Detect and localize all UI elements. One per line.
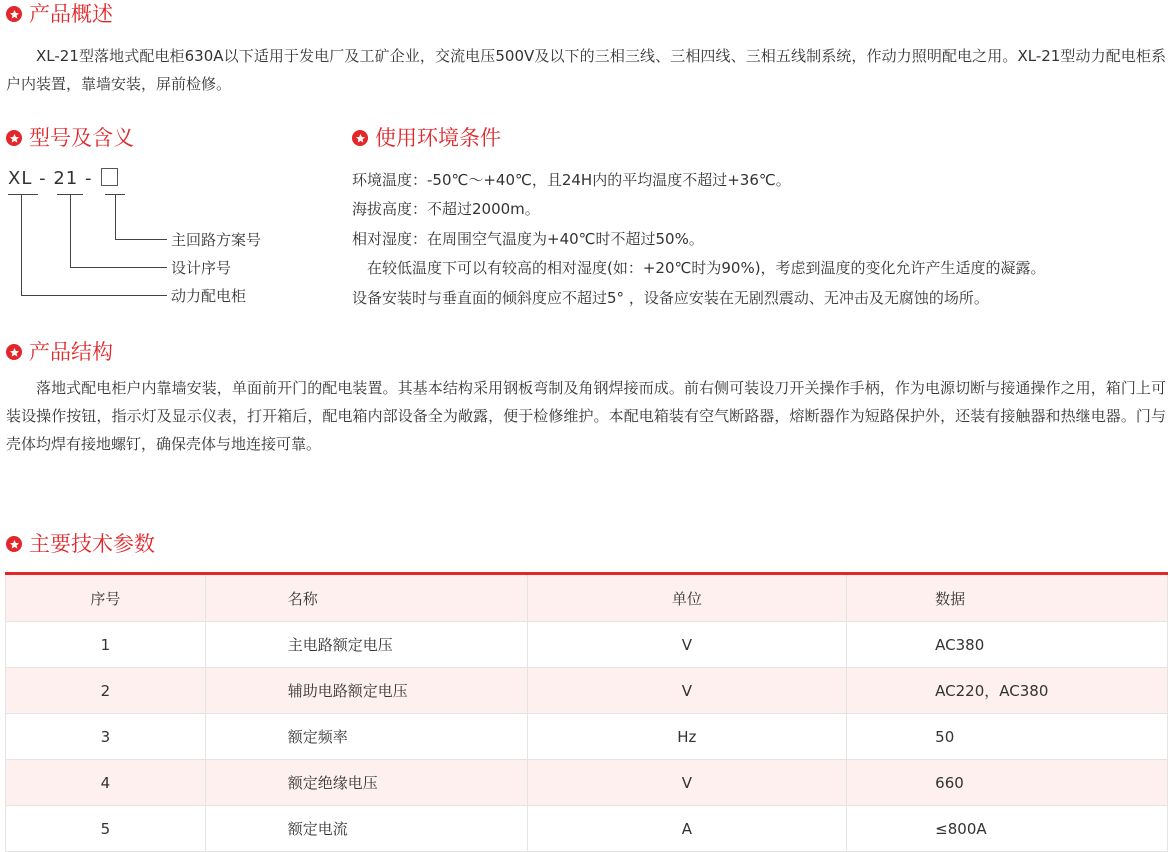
cell-no: 4 xyxy=(6,760,206,806)
structure-text: 落地式配电柜户内靠墙安装，单面前开门的配电装置。其基本结构采用钢板弯制及角钢焊接而成。前右侧可装设刀开关操作手柄，作为电源切断与接通操作之用，箱门上可装设操作按钮，指示灯及显示仪表，打开箱后，配电箱内部设备全为敞露，便于检修维护。本配电箱装有空气断路器，熔断器作为短路保护外，还装有接触器和热继电器。门与壳体均焊有接地螺钉，确保壳体与地连接可靠。 xyxy=(6,379,1166,453)
table-row xyxy=(6,760,1168,806)
environment-title xyxy=(352,124,501,152)
environment-line: 相对湿度：在周围空气温度为+40℃时不超过50%。 xyxy=(352,230,704,248)
cell-name: 主电路额定电压 xyxy=(205,622,527,668)
header-no: 序号 xyxy=(6,574,206,622)
cell-data: 660 xyxy=(847,760,1168,806)
table-row xyxy=(6,668,1168,714)
cell-unit: A xyxy=(527,806,847,852)
cell-name: 辅助电路额定电压 xyxy=(205,668,527,714)
cell-no: 3 xyxy=(6,714,206,760)
model-title xyxy=(6,124,134,152)
cell-unit: Hz xyxy=(527,714,847,760)
connector-design xyxy=(70,194,71,268)
star-icon xyxy=(6,344,22,360)
structure-title-text: 产品结构 xyxy=(29,340,113,364)
star-icon xyxy=(6,130,22,146)
table-header-row xyxy=(6,574,1168,622)
cell-unit: V xyxy=(527,622,847,668)
model-code-dash: - xyxy=(84,168,93,189)
params-title xyxy=(6,530,155,558)
cell-name: 额定绝缘电压 xyxy=(205,760,527,806)
cell-no: 1 xyxy=(6,622,206,668)
cell-unit: V xyxy=(527,760,847,806)
connector-design-h xyxy=(70,267,167,268)
model-code xyxy=(8,167,118,191)
model-label-design: 设计序号 xyxy=(171,259,232,277)
cell-unit: V xyxy=(527,668,847,714)
cell-data: AC380 xyxy=(847,622,1168,668)
params-table xyxy=(5,572,1168,852)
params-title-text: 主要技术参数 xyxy=(29,532,155,556)
cell-name: 额定频率 xyxy=(205,714,527,760)
model-code-number: 21 xyxy=(53,168,79,189)
header-unit: 单位 xyxy=(527,574,847,622)
model-label-cabinet: 动力配电柜 xyxy=(171,287,247,305)
cell-data: AC220，AC380 xyxy=(847,668,1168,714)
cell-data: 50 xyxy=(847,714,1168,760)
connector-cabinet xyxy=(21,194,22,296)
overview-title xyxy=(6,0,113,28)
environment-line: 设备安装时与垂直面的倾斜度应不超过5° ，设备应安装在无剧烈震动、无冲击及无腐蚀的场所。 xyxy=(352,289,989,307)
model-label-scheme: 主回路方案号 xyxy=(171,231,262,249)
connector-cabinet-h xyxy=(21,295,167,296)
cell-no: 5 xyxy=(6,806,206,852)
header-data: 数据 xyxy=(847,574,1168,622)
table-row xyxy=(6,714,1168,760)
cell-data: ≤800A xyxy=(847,806,1168,852)
cell-name: 额定电流 xyxy=(205,806,527,852)
overview-text: XL-21型落地式配电柜630A以下适用于发电厂及工矿企业，交流电压500V及以下的三相三线、三相四线、三相五线制系统，作动力照明配电之用。XL-21型动力配电柜系户内装置，靠墙安装，屏前检修。 xyxy=(6,47,1166,93)
model-title-text: 型号及含义 xyxy=(29,126,134,150)
environment-line: 环境温度：-50℃～+40℃，且24H内的平均温度不超过+36℃。 xyxy=(352,171,791,189)
table-row xyxy=(6,806,1168,852)
model-code-prefix: XL xyxy=(8,168,33,189)
table-row xyxy=(6,622,1168,668)
structure-title xyxy=(6,338,113,366)
model-code-box xyxy=(101,168,118,186)
environment-line: 在较低温度下可以有较高的相对湿度(如：+20℃时为90%)，考虑到温度的变化允许产生适度的凝露。 xyxy=(352,259,1046,277)
star-icon xyxy=(6,536,22,552)
star-icon xyxy=(352,130,368,146)
environment-title-text: 使用环境条件 xyxy=(375,126,501,150)
underline-prefix xyxy=(8,194,38,195)
header-name: 名称 xyxy=(205,574,527,622)
connector-scheme-h xyxy=(115,239,167,240)
cell-no: 2 xyxy=(6,668,206,714)
star-icon xyxy=(6,6,22,22)
overview-title-text: 产品概述 xyxy=(29,2,113,26)
connector-scheme xyxy=(115,194,116,240)
model-code-dash: - xyxy=(39,168,47,189)
environment-line: 海拔高度：不超过2000m。 xyxy=(352,200,540,218)
